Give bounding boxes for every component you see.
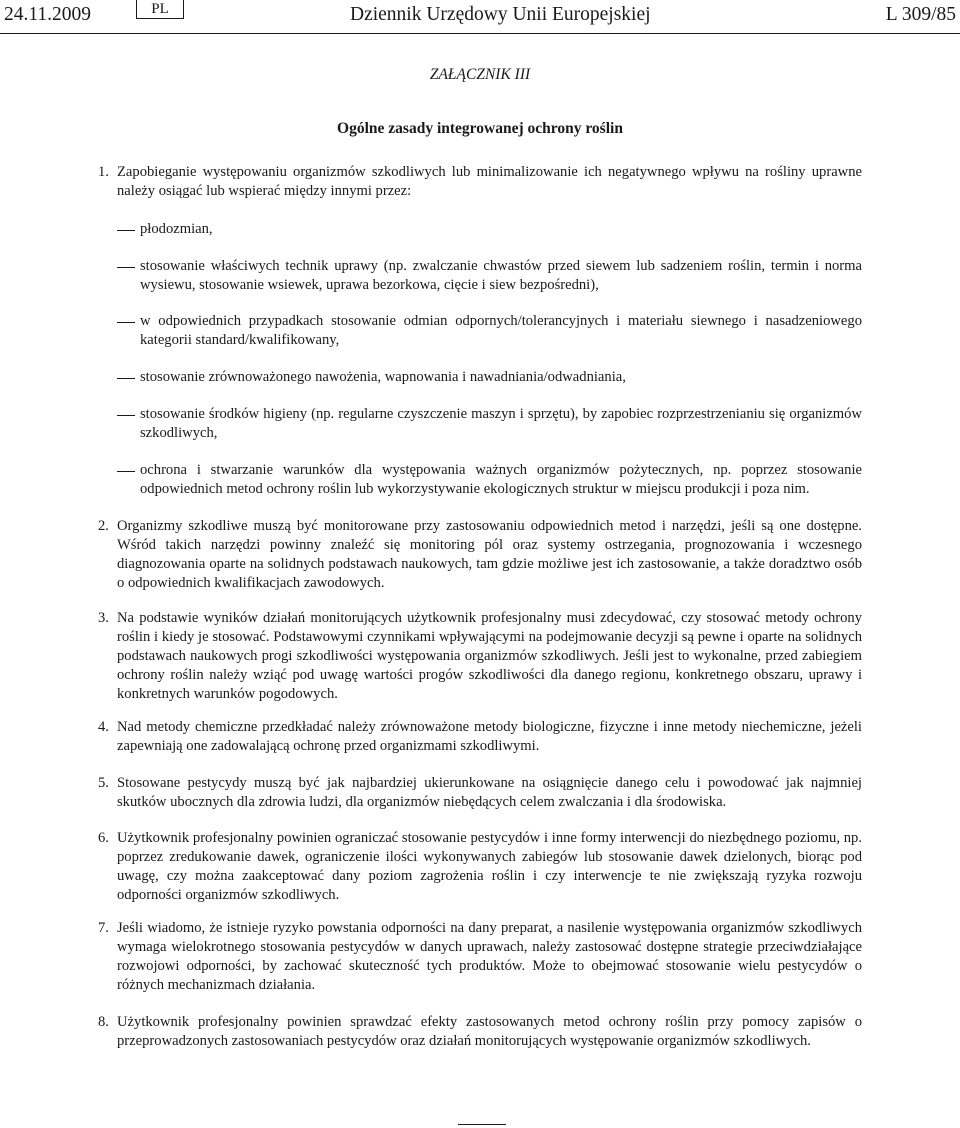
journal-name: Dziennik Urzędowy Unii Europejskiej (350, 4, 651, 25)
section-text: Organizmy szkodliwe muszą być monitorowane przy zastosowaniu odpowiednich metod i narzędzi, jeśli są one dostępne. Wśród takich narzędzi powinny znaleźć się monitoring pól oraz systemy ostrzegania, prognozowania i wczesnego diagnozowania oparte na solidnych podstawach naukowych, tam gdzie możliwe jest ich zastosowanie, a także doradztwo osób o odpowiednich kwalifikacjach zawodowych. (117, 518, 862, 591)
section-text: Użytkownik profesjonalny powinien ograniczać stosowanie pestycydów i inne formy interwencji do niezbędnego poziomu, np. poprzez zredukowanie dawek, ograniczenie ilości wykonywanych zabiegów lub stosowanie dawek dzielonych, biorąc pod uwagę, czy można zaakceptować dany poziom zagrożenia roślin i czy interwencje te nie zwiększają ryzyka rozwoju odporności organizmów szkodliwych. (117, 830, 862, 903)
dash-bullet (117, 471, 135, 472)
list-item: stosowanie właściwych technik uprawy (np. zwalczanie chwastów przed siewem lub sadzeniem roślin, termin i norma wysiewu, stosowanie wsiewek, uprawa bezorkowa, cięcie i siew bezpośredni), (140, 258, 862, 293)
section-number: 7. (98, 920, 109, 936)
section-number: 8. (98, 1014, 109, 1030)
section-number: 2. (98, 518, 109, 534)
list-item: stosowanie środków higieny (np. regularne czyszczenie maszyn i sprzętu), by zapobiec rozprzestrzenianiu się organizmów szkodliwych, (140, 406, 862, 441)
dash-bullet (117, 378, 135, 379)
dash-bullet (117, 267, 135, 268)
annex-title: ZAŁĄCZNIK III (429, 66, 531, 83)
section-number: 6. (98, 830, 109, 846)
section-text: Użytkownik profesjonalny powinien sprawdzać efekty zastosowanych metod ochrony roślin przy pomocy zapisów o przeprowadzonych zastosowaniach pestycydów oraz działań monitorujących występowanie organizmów szkodliwych. (117, 1014, 862, 1049)
section-text: Na podstawie wyników działań monitorujących użytkownik profesjonalny musi zdecydować, czy stosować metody ochrony roślin i kiedy je stosować. Podstawowymi czynnikami wpływającymi na podejmowanie decyzji są pewne i oparte na solidnych podstawach naukowych progi szkodliwości występowania organizmów szkodliwych. Jeśli jest to wykonalne, przed zabiegiem ochrony roślin należy wziąć pod uwagę wartości progów szkodliwości dla danego regionu, konkretnego obszaru, uprawy i konkretnych warunków pogodowych. (117, 610, 862, 702)
section-text: Stosowane pestycydy muszą być jak najbardziej ukierunkowane na osiągnięcie danego celu i powodować jak najmniej skutków ubocznych dla zdrowia ludzi, dla organizmów niebędących celem zwalczania i dla środowiska. (117, 775, 862, 810)
dash-bullet (117, 322, 135, 323)
section-number: 4. (98, 719, 109, 735)
section-number: 5. (98, 775, 109, 791)
section-number: 1. (98, 164, 109, 180)
section-1-intro: Zapobieganie występowaniu organizmów szkodliwych lub minimalizowanie ich negatywnego wpływu na rośliny uprawne należy osiągać lub wspierać między innymi przez: (117, 164, 862, 199)
dash-bullet (117, 230, 135, 231)
language-code-box: PL (136, 0, 184, 19)
document-title: Ogólne zasady integrowanej ochrony roślin (337, 120, 623, 137)
section-text: Nad metody chemiczne przedkładać należy zrównoważone metody biologiczne, fizyczne i inne metody niechemiczne, jeżeli zapewniają one zadowalającą ochronę przed organizmami szkodliwymi. (117, 719, 862, 754)
section-text: Jeśli wiadomo, że istnieje ryzyko powstania odporności na dany preparat, a nasilenie występowania organizmów szkodliwych wymaga wielokrotnego stosowania pestycydów w danych uprawach, należy zastosować dostępne strategie przeciwdziałające rozwojowi odporności, by zachować skuteczność tych produktów. Może to obejmować stosowanie wielu pestycydów o różnych mechanizmach działania. (117, 920, 862, 993)
page-header (0, 0, 960, 34)
page-reference: L 309/85 (885, 4, 956, 25)
list-item: stosowanie zrównoważonego nawożenia, wapnowania i nawadniania/odwadniania, (140, 369, 626, 385)
header-date: 24.11.2009 (4, 4, 92, 25)
dash-bullet (117, 415, 135, 416)
end-rule (458, 1124, 506, 1125)
section-number: 3. (98, 610, 109, 626)
list-item: ochrona i stwarzanie warunków dla występowania ważnych organizmów pożytecznych, np. poprzez stosowanie odpowiednich metod ochrony roślin lub wykorzystywanie ekologicznych struktur w miejscu produkcji i poza nim. (140, 462, 862, 497)
list-item: płodozmian, (140, 221, 213, 237)
list-item: w odpowiednich przypadkach stosowanie odmian odpornych/tolerancyjnych i materiału siewnego i nasadzeniowego kategorii standard/kwalifikowany, (140, 313, 862, 348)
